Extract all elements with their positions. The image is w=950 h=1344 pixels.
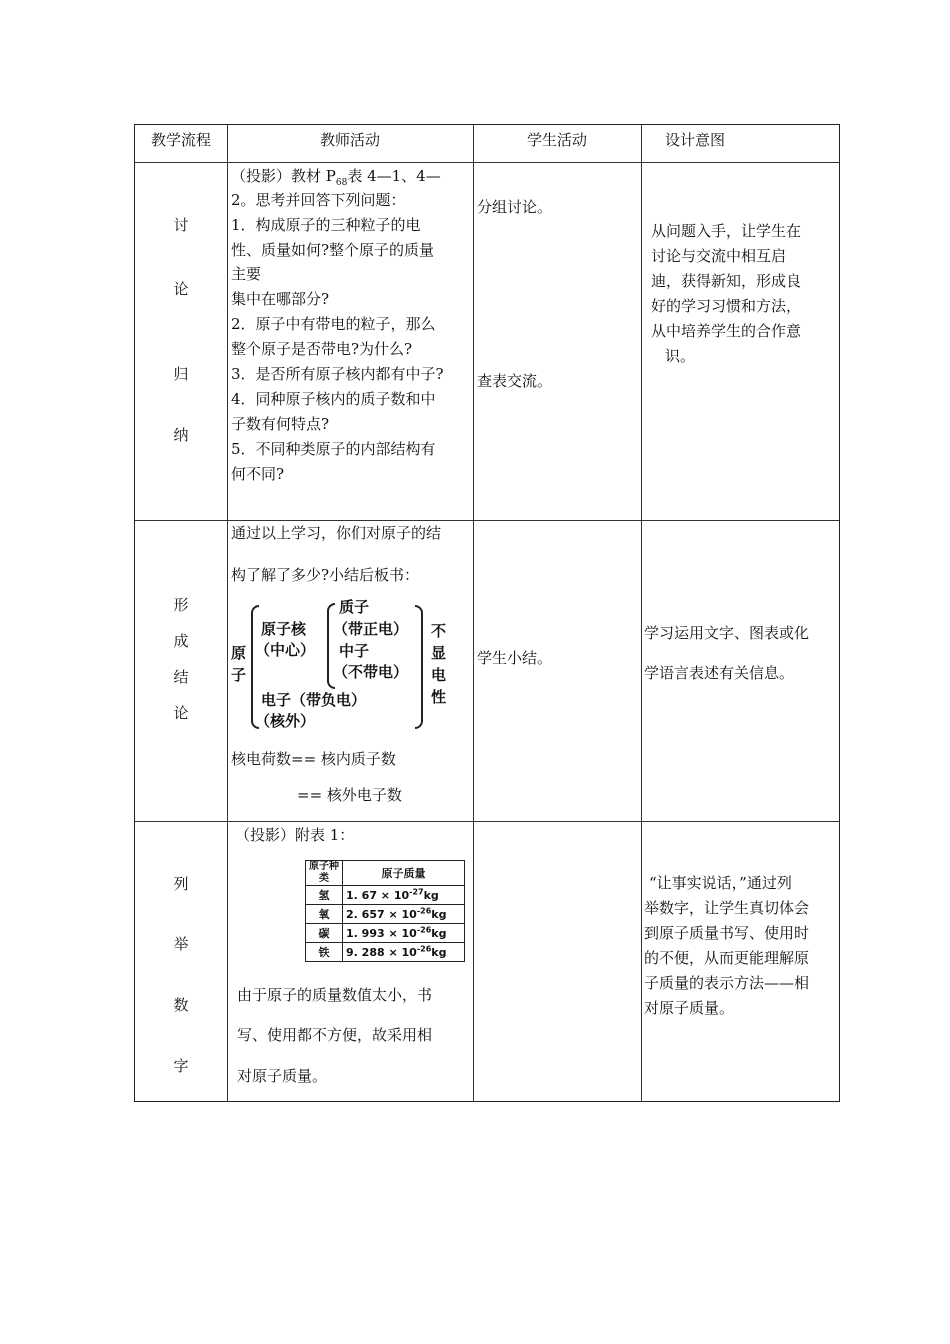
diagram-proton: 质子: [339, 598, 370, 616]
mass-unit: kg: [423, 888, 439, 902]
table-row: [306, 943, 465, 962]
mass-base: 1. 993 × 10: [346, 926, 417, 940]
mass-unit: kg: [431, 926, 447, 940]
discuss-student-2: 查表交流。: [477, 372, 553, 390]
stage-char: 纳: [173, 426, 189, 444]
mass-unit: kg: [431, 907, 447, 921]
conclude-equation-1: 核电荷数== 核内质子数: [231, 750, 396, 768]
stage-numbers: [135, 821, 227, 1103]
header-student: 学生活动: [526, 131, 587, 149]
stage-char: 讨: [173, 216, 189, 234]
mass-exponent: -26: [416, 924, 432, 934]
diagram-neutron: 中子: [339, 642, 370, 660]
numbers-design-line: “让事实说话，”通过列: [649, 874, 792, 892]
atom-structure-diagram: [227, 595, 467, 730]
element-cell: 铁: [306, 943, 343, 962]
discuss-teacher-line: 何不同?: [231, 465, 285, 483]
numbers-design-line: 的不便，从而更能理解原: [644, 949, 810, 967]
diagram-atom-char: 原: [231, 644, 247, 662]
mass-cell: [343, 886, 465, 905]
discuss-teacher-line: 整个原子是否带电?为什么?: [231, 340, 413, 358]
table-header-species: 原子种类: [306, 861, 343, 886]
stage-conclude: [135, 520, 227, 821]
numbers-teacher-intro: （投影）附表 1：: [235, 826, 355, 844]
mass-exponent: -27: [409, 886, 424, 896]
discuss-teacher-line: 集中在哪部分?: [231, 290, 330, 308]
diagram-no-charge-char: 不: [431, 622, 447, 640]
diagram-outside: （核外）: [255, 712, 316, 730]
numbers-design-line: 到原子质量书写、使用时: [644, 924, 810, 942]
discuss-design-line: 讨论与交流中相互启: [651, 247, 787, 265]
teacher-suffix: 表 4—1、4—: [347, 167, 441, 185]
diagram-center: （中心）: [255, 641, 316, 659]
discuss-teacher-line: 2。思考并回答下列问题：: [231, 191, 406, 209]
table-header-row: [306, 861, 465, 886]
page-subscript: 68: [335, 178, 348, 188]
discuss-design-line: 从问题入手，让学生在: [651, 222, 802, 240]
diagram-atom-char: 子: [231, 666, 247, 684]
diagram-no-charge-char: 电: [431, 666, 447, 684]
diagram-electron: 电子（带负电）: [261, 691, 367, 709]
stage-char: 列: [173, 875, 189, 893]
diagram-positive: （带正电）: [333, 620, 409, 638]
stage-char: 成: [173, 632, 189, 650]
stage-char: 举: [173, 935, 189, 953]
conclude-teacher-line: 构了解了多少?小结后板书：: [231, 566, 420, 584]
table-row: [306, 905, 465, 924]
numbers-teacher-line: 由于原子的质量数值太小，书: [237, 986, 433, 1004]
discuss-design-line: 识。: [665, 347, 696, 365]
element-cell: 碳: [306, 924, 343, 943]
discuss-teacher-line: 子数有何特点?: [231, 415, 330, 433]
neutral-brace: [415, 605, 423, 729]
numbers-design-line: 举数字，让学生真切体会: [644, 899, 810, 917]
discuss-design-line: 迪，获得新知，形成良: [651, 272, 802, 290]
mass-cell: [343, 905, 465, 924]
discuss-teacher-line: 4．同种原子核内的质子数和中: [231, 390, 436, 408]
stage-char: 结: [173, 668, 189, 686]
stage-char: 归: [173, 365, 189, 383]
element-cell: 氧: [306, 905, 343, 924]
table-row: [306, 886, 465, 905]
mass-cell: [343, 924, 465, 943]
diagram-neutral: （不带电）: [333, 663, 409, 681]
mass-base: 9. 288 × 10: [346, 945, 417, 959]
conclude-design-line: 学习运用文字、图表或化: [644, 624, 810, 642]
conclude-design-line: 学语言表述有关信息。: [644, 664, 795, 682]
diagram-nucleus: 原子核: [261, 620, 307, 638]
diagram-no-charge-char: 性: [431, 688, 447, 706]
mass-base: 2. 657 × 10: [346, 907, 417, 921]
discuss-teacher-line: 性、质量如何?整个原子的质量: [231, 241, 435, 259]
numbers-design-line: 对原子质量。: [644, 999, 735, 1017]
mass-unit: kg: [431, 945, 447, 959]
discuss-teacher-line: 5．不同种类原子的内部结构有: [231, 440, 436, 458]
stage-char: 论: [173, 280, 189, 298]
discuss-teacher-line: 主要: [231, 265, 262, 283]
discuss-teacher-line: [231, 164, 441, 189]
mass-exponent: -26: [416, 905, 432, 915]
column-divider: [473, 125, 474, 1101]
header-teacher: 教师活动: [319, 131, 380, 149]
mass-base: 1. 67 × 10: [346, 888, 410, 902]
conclude-equation-2: == 核外电子数: [297, 786, 402, 804]
table-row: [306, 924, 465, 943]
table-header-mass: 原子质量: [343, 861, 465, 886]
header-design: 设计意图: [665, 131, 726, 149]
numbers-teacher-line: 对原子质量。: [237, 1067, 328, 1085]
stage-char: 字: [173, 1057, 189, 1075]
discuss-teacher-line: 3．是否所有原子核内都有中子?: [231, 365, 444, 383]
mass-cell: [343, 943, 465, 962]
stage-char: 数: [173, 996, 189, 1014]
stage-char: 形: [173, 596, 189, 614]
conclude-teacher-line: 通过以上学习，你们对原子的结: [231, 524, 442, 542]
teacher-prefix: （投影）教材 P: [231, 167, 336, 185]
mass-exponent: -26: [416, 943, 432, 953]
lesson-plan-table: [134, 124, 840, 1102]
discuss-teacher-line: 2．原子中有带电的粒子，那么: [231, 315, 436, 333]
conclude-student: 学生小结。: [477, 649, 553, 667]
numbers-teacher-line: 写、使用都不方便，故采用相: [237, 1026, 433, 1044]
discuss-design-line: 好的学习习惯和方法，: [651, 297, 802, 315]
stage-discuss: [135, 162, 227, 520]
header-flow: 教学流程: [150, 131, 211, 149]
stage-char: 论: [173, 704, 189, 722]
atomic-mass-table: [305, 860, 465, 962]
discuss-student-1: 分组讨论。: [477, 198, 553, 216]
numbers-design-line: 子质量的表示方法——相: [644, 974, 810, 992]
row-divider: [135, 162, 839, 163]
discuss-teacher-line: 1．构成原子的三种粒子的电: [231, 216, 421, 234]
row-divider: [135, 821, 839, 822]
diagram-no-charge-char: 显: [431, 644, 447, 662]
element-cell: 氢: [306, 886, 343, 905]
discuss-design-line: 从中培养学生的合作意: [651, 322, 802, 340]
column-divider: [641, 125, 642, 1101]
